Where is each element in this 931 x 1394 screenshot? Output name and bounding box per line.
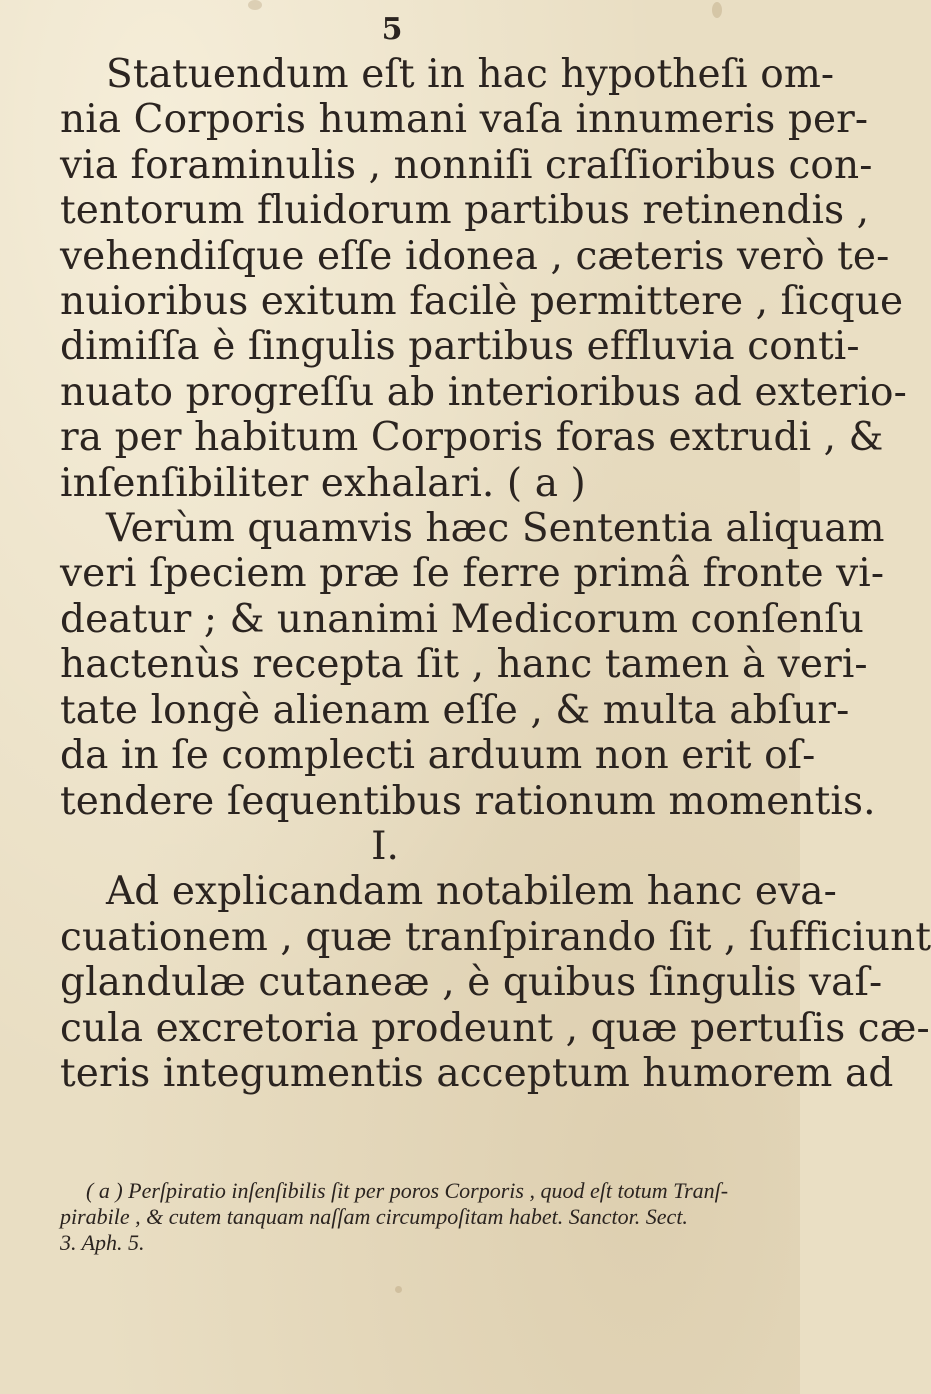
footnote-line: ( a ) Perſpiratio inſenſibilis ſit per poros Corporis , quod eſt totum Tranſ- [86, 1178, 729, 1203]
text-line: Statuendum eſt in hac hypotheſi om- [106, 52, 835, 97]
paper-stain [712, 2, 722, 18]
text-line: dimiſſa è ſingulis partibus effluvia conti- [60, 324, 860, 370]
text-line: ra per habitum Corporis foras extrudi , & [60, 415, 884, 461]
text-line: teris integumentis acceptum humorem ad [60, 1050, 894, 1096]
text-line: veri ſpeciem præ ſe ferre primâ fronte vi- [60, 551, 885, 597]
text-line: hactenùs recepta ſit , hanc tamen à veri- [60, 642, 868, 688]
text-line: tentorum fluidorum partibus retinendis , [60, 188, 870, 234]
text-line: glandulæ cutaneæ , è quibus ſingulis vaſ- [60, 960, 883, 1006]
text-line: deatur ; & unanimi Medicorum conſenſu [60, 596, 864, 642]
text-line: inſenſibiliter exhalari. ( a ) [60, 460, 586, 506]
section-heading: I. [371, 823, 399, 869]
text-line: Ad explicandam notabilem hanc eva- [106, 869, 837, 915]
text-line: nuato progreſſu ab interioribus ad exterio- [60, 369, 907, 415]
text-line: Verùm quamvis hæc Sententia aliquam [106, 506, 885, 552]
footnote-line: 3. Aph. 5. [60, 1230, 145, 1255]
paragraph-2 [60, 506, 885, 824]
footnote [60, 1178, 750, 1256]
paragraph-1 [60, 52, 907, 506]
paper-stain [395, 1286, 402, 1293]
paper-stain [248, 0, 262, 10]
text-line: vehendiſque eſſe idonea , cæteris verò te- [60, 233, 890, 279]
text-line: cuationem , quæ tranſpirando ſit , ſufficiunt [60, 914, 931, 960]
text-line: nia Corporis humani vaſa innumeris per- [60, 97, 869, 143]
text-line: via foraminulis , nonniſi craſſioribus con- [60, 142, 873, 188]
text-line: tendere ſequentibus rationum momentis. [60, 778, 876, 824]
page-number: 5 [381, 12, 403, 47]
paragraph-3 [60, 869, 931, 1096]
text-line: cula excretoria prodeunt , quæ pertuſis cæ- [60, 1005, 930, 1051]
footnote-line: pirabile , & cutem tanquam naſſam circumpoſitam habet. Sanctor. Sect. [60, 1204, 688, 1229]
text-line: tate longè alienam eſſe , & multa abſur- [60, 687, 850, 733]
main-text [60, 52, 931, 1096]
text-line: da in ſe complecti arduum non erit oſ- [60, 733, 816, 779]
text-line: nuioribus exitum facilè permittere , ſicque [60, 279, 904, 325]
